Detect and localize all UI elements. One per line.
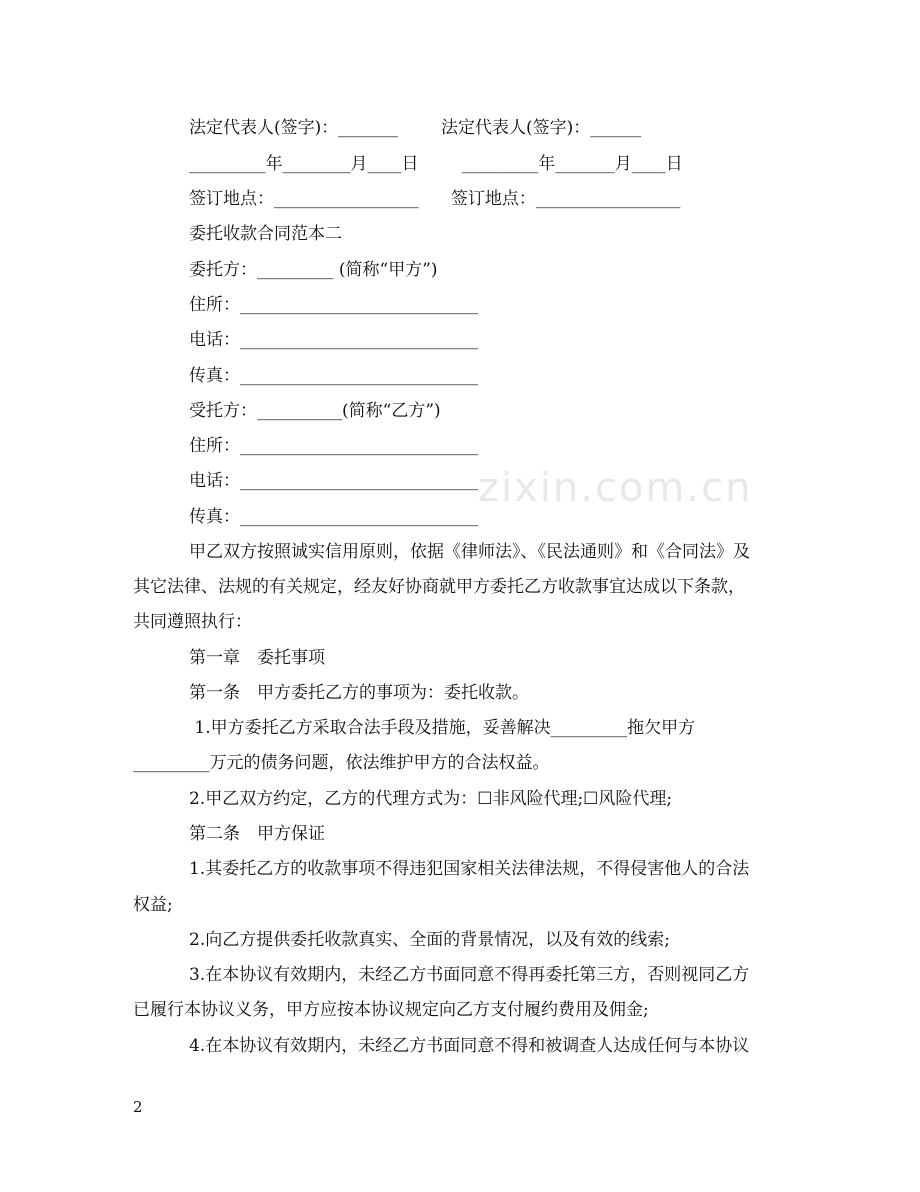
clause-line: 1.甲方委托乙方采取合法手段及措施，妥善解决_________拖欠甲方 <box>189 718 696 738</box>
clause-line: 2.向乙方提供委托收款真实、全面的背景情况，以及有效的线索; <box>189 930 670 950</box>
party-b-phone: 电话：____________________________ <box>189 471 478 491</box>
clause-line: 4.在本协议有效期内，未经乙方书面同意不得和被调查人达成任何与本协议 <box>189 1036 750 1056</box>
party-b-address: 住所：____________________________ <box>189 436 478 456</box>
clause-line: 2.甲乙双方约定，乙方的代理方式为：☐非风险代理;☐风险代理; <box>189 789 673 809</box>
chapter-heading: 第一章 委托事项 <box>189 648 325 668</box>
location-line: 签订地点：_________________ 签订地点：_________________ <box>189 189 681 209</box>
paragraph-line: 其它法律、法规的有关规定，经友好协商就甲方委托乙方收款事宜达成以下条款， <box>133 577 745 597</box>
paragraph-line: 共同遵照执行： <box>133 612 252 632</box>
clause-line: 已履行本协议义务，甲方应按本协议规定向乙方支付履约费用及佣金; <box>133 1000 649 1020</box>
clause-line: _________万元的债务问题，依法维护甲方的合法权益。 <box>133 753 550 773</box>
clause-line: 3.在本协议有效期内，未经乙方书面同意不得再委托第三方，否则视同乙方 <box>189 965 750 985</box>
page-number: 2 <box>133 1098 143 1116</box>
date-line: _________年________月____日 _________年_______月____日 <box>189 154 683 174</box>
watermark: zixin.com.cn <box>478 465 753 511</box>
article-heading: 第二条 甲方保证 <box>189 824 325 844</box>
paragraph-line: 甲乙双方按照诚实信用原则，依据《律师法》、《民法通则》和《合同法》及 <box>189 542 750 562</box>
party-b-line: 受托方：__________(简称“乙方”) <box>189 401 441 421</box>
section-title: 委托收款合同范本二 <box>189 224 342 244</box>
clause-line: 1.其委托乙方的收款事项不得违犯国家相关法律法规，不得侵害他人的合法 <box>189 859 750 879</box>
clause-line: 权益; <box>133 895 173 915</box>
party-a-phone: 电话：____________________________ <box>189 330 478 350</box>
party-a-address: 住所：____________________________ <box>189 295 478 315</box>
party-b-fax: 传真：____________________________ <box>189 507 478 527</box>
party-a-line: 委托方：_________ (简称“甲方”) <box>189 260 438 280</box>
party-a-fax: 传真：____________________________ <box>189 366 478 386</box>
article-heading: 第一条 甲方委托乙方的事项为：委托收款。 <box>189 683 529 703</box>
signature-line: 法定代表人(签字)：_______ 法定代表人(签字)：______ <box>189 118 642 138</box>
